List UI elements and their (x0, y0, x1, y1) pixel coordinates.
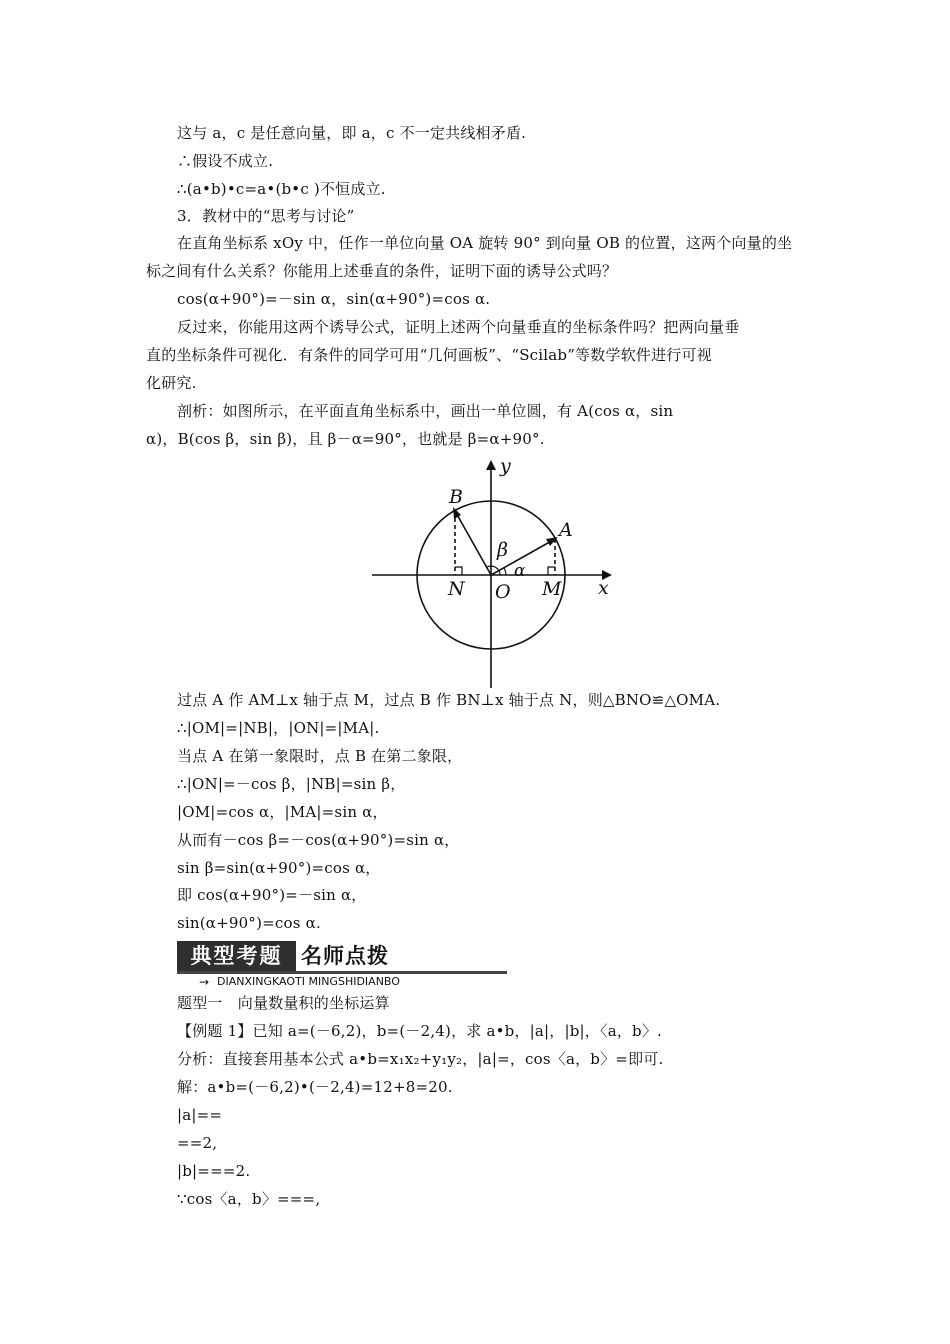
example-line: 【例题 1】已知 a=(－6,2)，b=(－2,4)，求 a•b，|a|，|b|，〈a，b〉. (177, 1022, 663, 1040)
solution-line: 解：a•b=(－6,2)•(－2,4)=12+8=20. (177, 1078, 453, 1096)
right-angle-n (455, 567, 462, 575)
text-line: 直的坐标条件可视化．有条件的同学可用“几何画板”、“Scilab”等数学软件进行可视 (146, 346, 712, 364)
banner-title-right: 名师点拨 (301, 944, 389, 968)
question-type-heading: 题型一 向量数量积的坐标运算 (177, 994, 390, 1012)
x-axis-label: x (598, 577, 609, 599)
y-axis-label: y (500, 455, 511, 477)
text-line: 过点 A 作 AM⊥x 轴于点 M，过点 B 作 BN⊥x 轴于点 N，则△BNO≌△OMA. (177, 691, 721, 709)
text-line: 即 cos(α+90°)=－sin α， (177, 886, 367, 904)
text-line: 当点 A 在第一象限时，点 B 在第二象限， (177, 747, 463, 765)
text-line: 在直角坐标系 xOy 中，任作一单位向量 OA 旋转 90° 到向量 OB 的位置，这两个向量的坐 (177, 234, 793, 252)
solution-line: |a|== (177, 1106, 223, 1124)
alpha-label: α (514, 561, 526, 581)
text-line: α)，B(cos β，sin β)，且 β－α=90°，也就是 β=α+90°. (146, 430, 545, 448)
arrow-right-icon: → (199, 975, 210, 989)
solution-line: ==2, (177, 1134, 218, 1152)
alpha-arc (504, 568, 506, 575)
text-line: ∴|ON|=－cos β，|NB|=sin β， (177, 775, 406, 793)
text-line: ∴|OM|=|NB|，|ON|=|MA|. (177, 719, 380, 737)
section-banner (177, 941, 507, 987)
origin-label: O (495, 581, 511, 603)
beta-label: β (497, 539, 508, 561)
text-line: 反过来，你能用这两个诱导公式，证明上述两个向量垂直的坐标条件吗？把两向量垂 (177, 318, 740, 336)
point-m-label: M (542, 578, 562, 600)
unit-circle-diagram (360, 452, 630, 692)
solution-line: |b|===2. (177, 1162, 251, 1180)
text-line: 从而有－cos β=－cos(α+90°)=sin α， (177, 831, 460, 849)
banner-title-left: 典型考题 (177, 941, 296, 971)
point-n-label: N (448, 578, 465, 600)
text-line: ∴假设不成立. (177, 152, 274, 170)
text-line: 化研究. (146, 374, 197, 392)
formula-line: cos(α+90°)=－sin α，sin(α+90°)=cos α. (177, 290, 491, 308)
banner-rule (177, 971, 507, 974)
solution-line: ∵cos〈a，b〉===, (177, 1190, 321, 1208)
point-b-label: B (449, 486, 463, 508)
analysis-line: 分析：直接套用基本公式 a•b=x₁x₂+y₁y₂，|a|=，cos〈a，b〉=即可. (177, 1050, 664, 1068)
right-angle-m (548, 567, 555, 575)
point-a-label: A (559, 519, 573, 541)
text-line: sin(α+90°)=cos α. (177, 914, 321, 932)
text-line: 标之间有什么关系？你能用上述垂直的条件，证明下面的诱导公式吗？ (146, 262, 618, 280)
text-line: ∴(a•b)•c=a•(b•c )不恒成立. (177, 180, 386, 198)
banner-subtitle: DIANXINGKAOTI MINGSHIDIANBO (217, 976, 400, 988)
text-line: |OM|=cos α，|MA|=sin α， (177, 803, 388, 821)
text-line: 这与 a，c 是任意向量，即 a，c 不一定共线相矛盾. (177, 124, 527, 142)
text-line: 剖析：如图所示，在平面直角坐标系中，画出一单位圆，有 A(cos α，sin (177, 402, 674, 420)
text-line: sin β=sin(α+90°)=cos α， (177, 859, 381, 877)
section-heading: 3．教材中的“思考与讨论” (177, 207, 355, 225)
vector-ob (455, 511, 491, 575)
y-axis-arrow (486, 460, 496, 470)
